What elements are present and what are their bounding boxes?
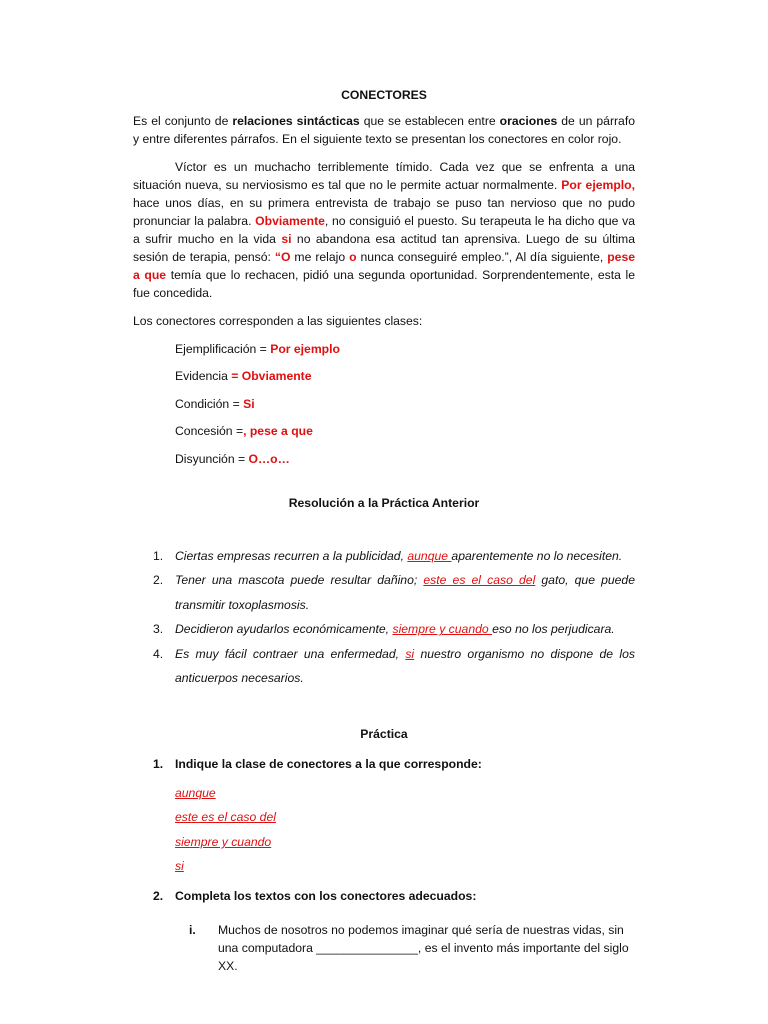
class-value: , pese a que <box>243 424 313 439</box>
question-text: Completa los textos con los conectores adecuados: <box>175 888 477 903</box>
connector-highlight: o <box>349 250 357 264</box>
item-number: 4. <box>153 646 164 661</box>
class-label: Condición = <box>175 396 244 411</box>
story-paragraph <box>133 158 635 302</box>
class-value: Si <box>243 396 255 411</box>
connector-highlight: Por ejemplo, <box>561 178 635 192</box>
connector-word: aunque <box>175 785 216 800</box>
connector-underlined: este es el caso del <box>423 573 536 588</box>
item-text: Ciertas empresas recurren a la publicidad, <box>175 548 408 563</box>
question-text: Indique la clase de conectores a la que corresponde: <box>175 756 482 771</box>
story-text: hace unos días, en su primera entrevista de trabajo se puso tan nervioso que no pudo pronunciar la palabra. <box>133 196 635 228</box>
class-label: Concesión = <box>175 424 244 439</box>
connector-word: este es el caso del <box>175 810 276 825</box>
list-item <box>133 617 635 642</box>
class-label: Evidencia <box>175 369 232 384</box>
document-page <box>133 86 635 975</box>
story-text: nunca conseguiré empleo.”, Al día siguiente, <box>356 250 608 264</box>
item-number: 3. <box>153 622 164 637</box>
item-text: eso no los perjudicara. <box>492 622 615 637</box>
connector-highlight: “O <box>274 250 291 264</box>
list-item <box>133 642 635 691</box>
connector-highlight: Obviamente <box>255 214 325 228</box>
question-2 <box>133 887 635 905</box>
story-text: no abandona esa actitud tan aprensiva. Luego de su última sesión de terapia, pensó: <box>133 232 635 264</box>
connector-underlined: siempre y cuando <box>392 622 493 637</box>
class-row <box>175 340 635 367</box>
story-text: temía que lo rechacen, pidió una segunda oportunidad. Sorprendentemente, esta le fue concedida. <box>133 268 635 300</box>
story-text: Víctor es un muchacho terriblemente tímido. Cada vez que se enfrenta a una situación nueva, su nerviosismo es tal que no le permite actuar normalmente. <box>133 160 635 192</box>
class-row <box>175 367 635 394</box>
list-item <box>133 568 635 617</box>
item-text: aparentemente no lo necesiten. <box>451 548 623 563</box>
connector-underlined: aunque <box>407 548 452 563</box>
item-number: 1. <box>153 548 164 563</box>
intro-bold-term: oraciones <box>499 114 558 128</box>
class-label: Ejemplificación = <box>175 342 271 356</box>
resolution-list <box>133 544 635 691</box>
classes-list <box>175 340 635 477</box>
class-row <box>175 395 635 422</box>
question-1 <box>133 755 635 773</box>
intro-bold-term: relaciones sintácticas <box>232 114 360 128</box>
item-text: Tener una mascota puede resultar dañino; <box>175 573 424 588</box>
class-value: = Obviamente <box>231 369 312 384</box>
classes-intro: Los conectores corresponden a las siguientes clases: <box>133 314 423 328</box>
connector-word: siempre y cuando <box>175 834 272 849</box>
item-text: Decidieron ayudarlos económicamente, <box>175 622 393 637</box>
class-row <box>175 422 635 449</box>
intro-text: de un párrafo y entre diferentes párrafos. En el siguiente texto se presentan los conectores en color rojo. <box>133 114 636 146</box>
item-number: i. <box>189 922 196 937</box>
page-title: CONECTORES <box>341 88 427 102</box>
list-item <box>133 544 635 569</box>
question-number: 1. <box>153 756 164 771</box>
item-text: Es muy fácil contraer una enfermedad, <box>175 646 406 661</box>
intro-text: que se establecen entre <box>359 114 500 128</box>
item-text: nuestro organismo no dispone de los anticuerpos necesarios. <box>175 646 635 686</box>
question-number: 2. <box>153 888 164 903</box>
question-2-item-i <box>133 921 635 975</box>
connector-underlined: si <box>405 646 415 661</box>
resolution-title: Resolución a la Práctica Anterior <box>288 495 480 510</box>
story-text: me relajo <box>290 250 350 264</box>
class-label: Disyunción = <box>175 451 249 466</box>
connector-word-list <box>133 781 635 879</box>
intro-paragraph <box>133 112 635 148</box>
class-row <box>175 450 635 477</box>
practice-title: Práctica <box>360 726 408 741</box>
connector-word: si <box>175 859 184 874</box>
connector-highlight: si <box>281 232 292 246</box>
item-text: Muchos de nosotros no podemos imaginar qué sería de nuestras vidas, sin una computadora _______________, es el invento más importante del siglo XX. <box>218 922 629 973</box>
item-text: gato, que puede transmitir toxoplasmosis. <box>175 573 635 612</box>
intro-text: Es el conjunto de <box>133 114 233 128</box>
story-text: , no consiguió el puesto. Su terapeuta le ha dicho que va a sufrir mucho en la vida <box>133 214 635 246</box>
connector-highlight: pese a que <box>133 250 635 282</box>
class-value: Por ejemplo <box>270 342 340 356</box>
class-value: O…o… <box>248 451 290 466</box>
item-number: 2. <box>153 573 164 588</box>
